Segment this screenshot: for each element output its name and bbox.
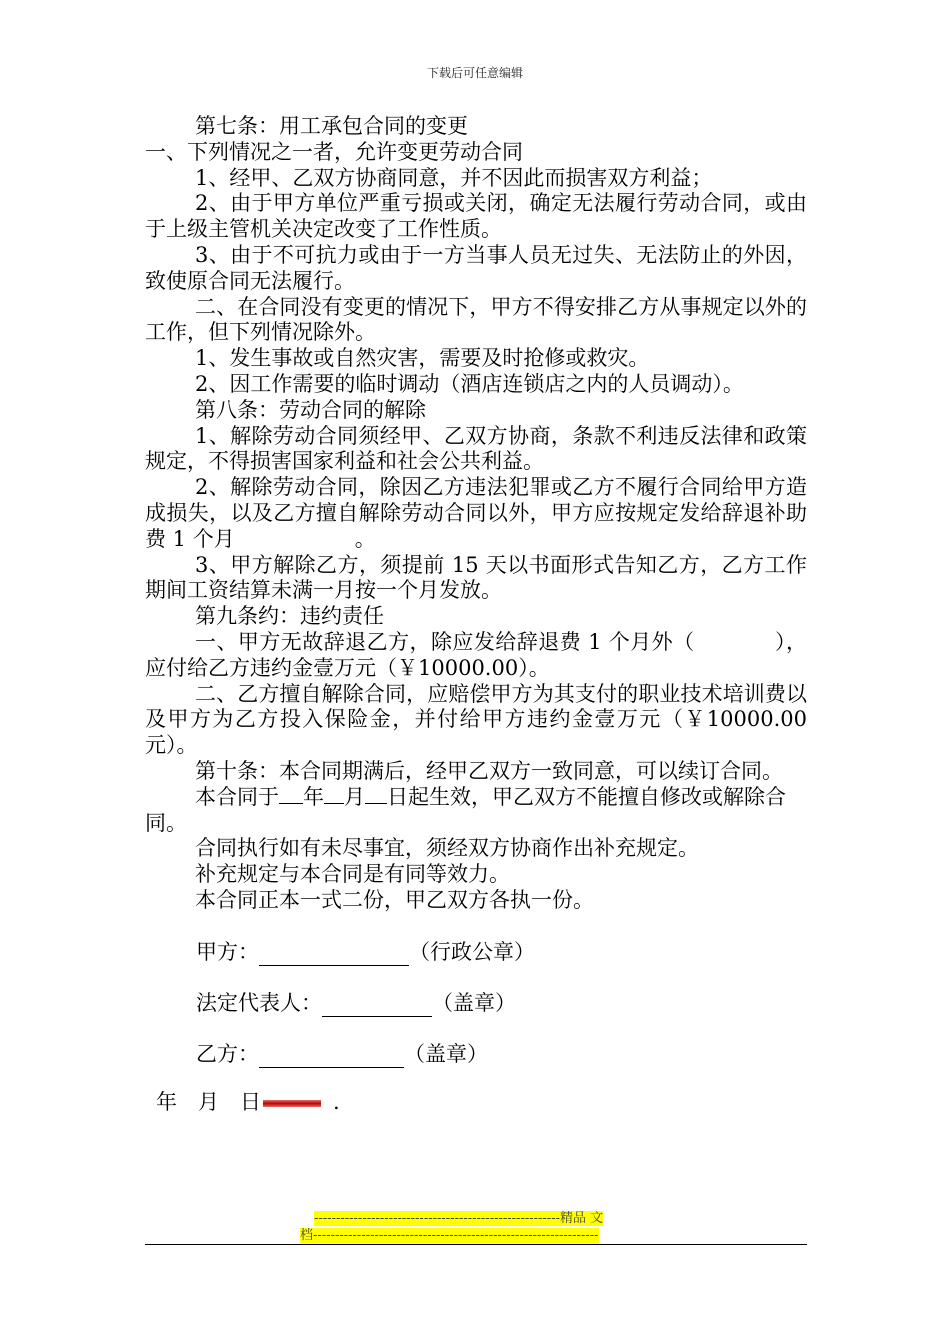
party-b-label: 乙方： xyxy=(196,1042,259,1066)
footer-line-2: 档----------------------------------------------------------------- xyxy=(300,1228,599,1243)
signature-line xyxy=(259,1045,404,1068)
clause-text: 一、甲方无故辞退乙方，除应发给辞退费 1 个月外（ xyxy=(195,629,695,654)
blank-underline xyxy=(324,803,344,804)
party-b-signature xyxy=(196,1038,488,1068)
clause-heading: 二、在合同没有变更的情况下，甲方不得安排乙方从事规定以外的工作，但下列情况除外。 xyxy=(145,294,807,345)
article-8-title: 第八条：劳动合同的解除 xyxy=(195,397,426,422)
footer-rule xyxy=(145,1244,807,1245)
clause-heading: 一、下列情况之一者，允许变更劳动合同 xyxy=(145,139,523,164)
clause-item xyxy=(145,785,807,837)
signature-line xyxy=(259,943,409,966)
date-text: 年 月 日 xyxy=(156,1090,261,1114)
clause-text: 本合同于 xyxy=(195,784,279,809)
clause-item: 3、甲方解除乙方，须提前 15 天以书面形式告知乙方，乙方工作期间工资结算未满一月按一个月发放。 xyxy=(145,552,807,603)
clause-item: 1、发生事故或自然灾害，需要及时抢修或救灾。 xyxy=(195,346,650,371)
page-header: 下载后可任意编辑 xyxy=(426,66,523,80)
clause-item: 补充规定与本合同是有同等效力。 xyxy=(195,862,510,887)
footer-watermark xyxy=(300,1210,650,1244)
blank-underline xyxy=(279,803,303,804)
clause-text: 。 xyxy=(354,526,376,551)
clause-item: 2、由于甲方单位严重亏损或关闭，确定无法履行劳动合同，或由于上级主管机关决定改变了工作性质。 xyxy=(145,191,807,242)
party-a-label: 甲方： xyxy=(196,940,259,964)
clause-item xyxy=(145,630,807,682)
footer-line-1: --------------------------------------------------------精品 文 xyxy=(314,1211,604,1226)
clause-item: 1、经甲、乙双方协商同意，并不因此而损害双方利益； xyxy=(195,165,713,190)
clause-text: ），应付给乙方违约金壹万元（￥10000.00）。 xyxy=(145,629,807,680)
clause-item: 合同执行如有未尽事宜，须经双方协商作出补充规定。 xyxy=(195,836,699,861)
representative-signature xyxy=(196,987,516,1017)
clause-text: 2、解除劳动合同，除因乙方违法犯罪或乙方不履行合同给甲方造成损失，以及乙方擅自解除劳动合同以外，甲方应按规定发给辞退补助费 1 个月 xyxy=(145,475,807,551)
party-a-note: （行政公章） xyxy=(409,940,535,964)
red-mark xyxy=(263,1100,321,1107)
date-line xyxy=(156,1086,340,1116)
clause-text: 年 xyxy=(303,784,324,809)
clause-text: 月 xyxy=(344,784,365,809)
clause-text: 日起生效，甲乙双方不能擅自修改或解除合同。 xyxy=(145,784,786,835)
party-a-signature xyxy=(196,936,535,966)
representative-label: 法定代表人： xyxy=(196,991,322,1015)
clause-item: 3、由于不可抗力或由于一方当事人员无过失、无法防止的外因，致使原合同无法履行。 xyxy=(145,242,807,293)
date-dot: . xyxy=(333,1090,340,1114)
signature-line xyxy=(322,994,432,1017)
clause-item: 本合同正本一式二份，甲乙双方各执一份。 xyxy=(195,887,594,912)
clause-item xyxy=(145,475,807,552)
party-b-note: （盖章） xyxy=(404,1042,488,1066)
clause-item: 2、因工作需要的临时调动（酒店连锁店之内的人员调动）。 xyxy=(195,371,744,396)
blank-underline xyxy=(365,803,387,804)
clause-item: 二、乙方擅自解除合同，应赔偿甲方为其支付的职业技术培训费以及甲方为乙方投入保险金，并付给甲方违约金壹万元（￥10000.00 元）。 xyxy=(145,681,807,758)
representative-note: （盖章） xyxy=(432,991,516,1015)
article-10-title: 第十条：本合同期满后，经甲乙双方一致同意，可以续订合同。 xyxy=(195,758,783,783)
clause-item: 1、解除劳动合同须经甲、乙双方协商，条款不利违反法律和政策规定，不得损害国家利益和社会公共利益。 xyxy=(145,423,807,474)
article-7-title: 第七条：用工承包合同的变更 xyxy=(195,114,468,138)
contract-body xyxy=(145,114,807,914)
article-9-title: 第九条约：违约责任 xyxy=(195,604,384,629)
